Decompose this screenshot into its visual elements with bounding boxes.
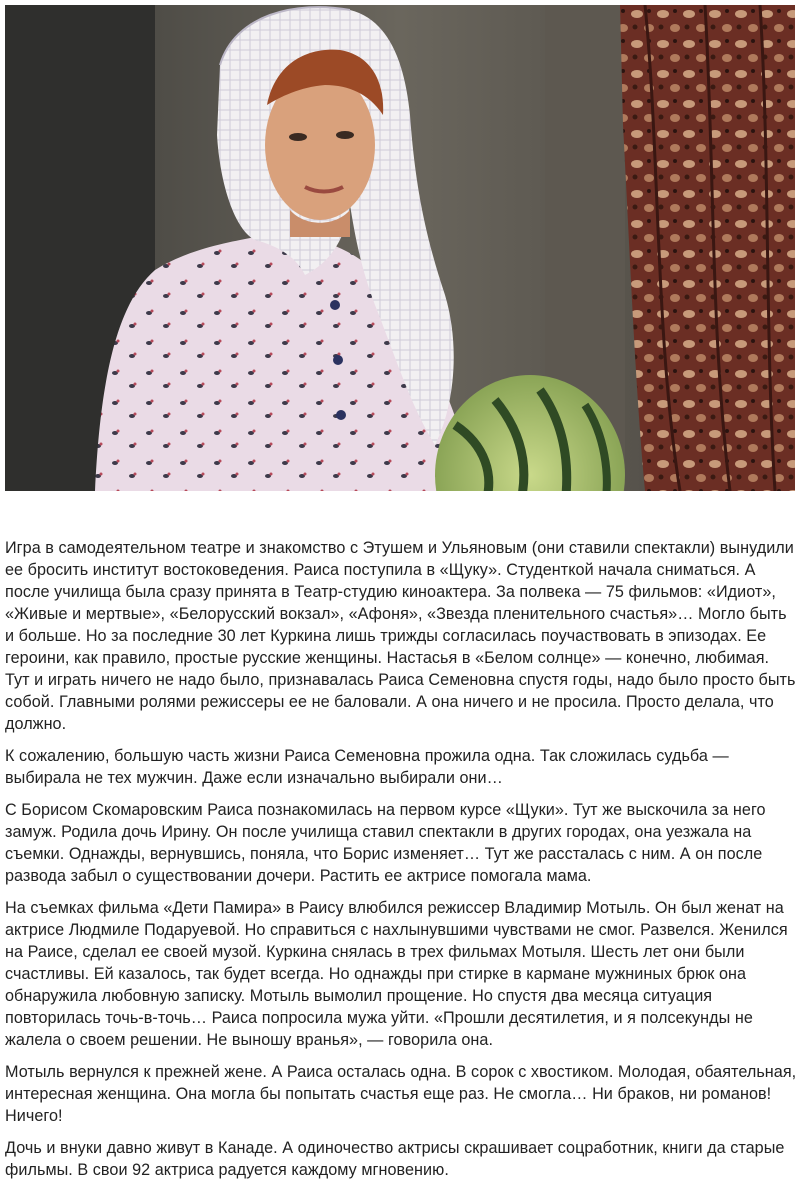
paragraph-after-divorce: Мотыль вернулся к прежней жене. А Раиса осталась одна. В сорок с хвостиком. Молодая, обаятельная, интересная женщина. Она могла бы попытать счастья еще раз. Не смогла… Ни браков, ни романов! Ничего!: [5, 1063, 797, 1125]
article-body: [5, 537, 797, 1191]
paragraph-first-marriage: С Борисом Скомаровским Раиса познакомилась на первом курсе «Щуки». Тут же выскочила за него замуж. Родила дочь Ирину. Он после училища ставил спектакли в других городах, она уезжала на съемки. Однажды, вернувшись, поняла, что Борис изменяет… Тут же рассталась с ним. А он после развода забыл о существовании дочери. Растить ее актрисе помогала мама.: [5, 801, 766, 885]
photo-illustration: [5, 5, 795, 491]
paragraph-second-marriage: На съемках фильма «Дети Памира» в Раису влюбился режиссер Владимир Мотыль. Он был женат на актрисе Людмиле Подаруевой. Но справиться с нахлынувшими чувствами не смог. Развелся. Женился на Раисе, сделал ее своей музой. Куркина снялась в трех фильмах Мотыля. Шесть лет они были счастливы. Ей казалось, так будет всегда. Но однажды при стирке в кармане мужниных брюк она обнаружила любовную записку. Мотыль вымолил прощение. Но спустя два месяца ситуация повторилась точь-в-точь… Раиса попросила мужа уйти. «Прошли десятилетия, и я полсекунды не жалела о своем решении. Не выношу вранья», — говорила она.: [5, 899, 788, 1049]
paragraph-present-day: Дочь и внуки давно живут в Канаде. А одиночество актрисы скрашивает соцработник, книги да старые фильмы. В свои 92 актриса радуется каждому мгновению.: [5, 1139, 785, 1179]
paragraph-loneliness: К сожалению, большую часть жизни Раиса Семеновна прожила одна. Так сложилась судьба — выбирала не тех мужчин. Даже если изначально выбирали они…: [5, 747, 729, 787]
paragraph-career: Игра в самодеятельном театре и знакомство с Этушем и Ульяновым (они ставили спектакли) вынудили ее бросить институт востоковедения. Раиса поступила в «Щуку». Студенткой начала сниматься. А после училища была сразу принята в Театр-студию киноактера. За полвека — 75 фильмов: «Идиот», «Живые и мертвые», «Белорусский вокзал», «Афоня», «Звезда пленительного счастья»… Могло быть и больше. Но за последние 30 лет Куркина лишь трижды согласилась поучаствовать в эпизодах. Ее героини, как правило, простые русские женщины. Настасья в «Белом солнце» — конечно, любимая. Тут и играть ничего не надо было, признавалась Раиса Семеновна спустя годы, надо было просто быть собой. Главными ролями режиссеры ее не баловали. А она ничего и не просила. Просто делала, что должно.: [5, 539, 796, 733]
article-photo: [5, 5, 795, 491]
